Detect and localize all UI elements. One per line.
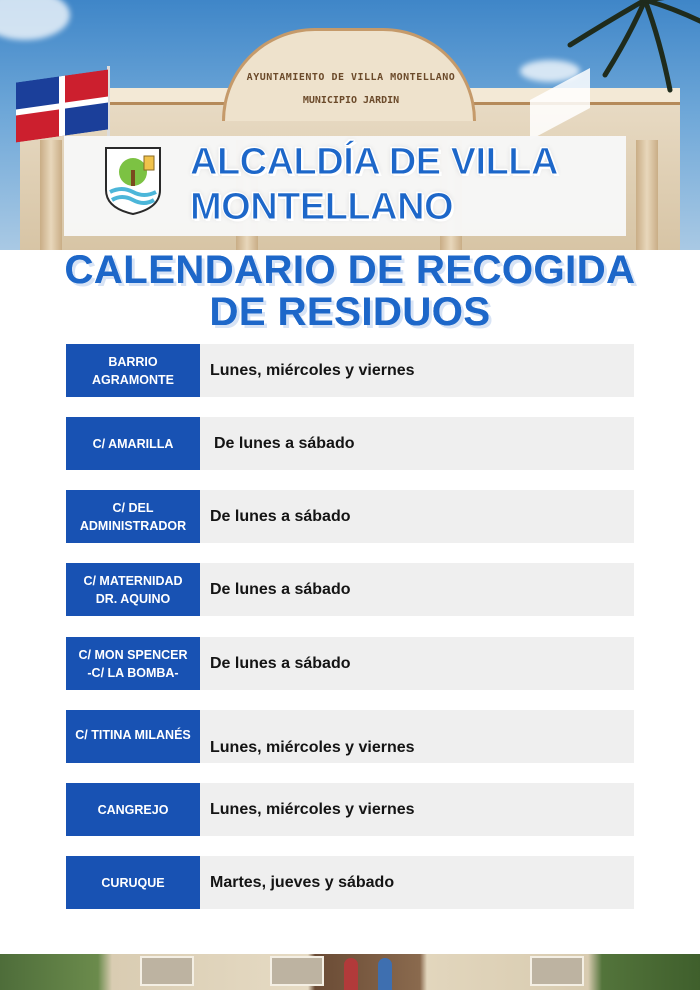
schedule-days: Lunes, miércoles y viernes (200, 783, 634, 836)
title-banner (64, 136, 626, 236)
schedule-days: Lunes, miércoles y viernes (200, 710, 634, 763)
schedule-days: De lunes a sábado (200, 417, 634, 470)
schedule-area: C/ TITINA MILANÉS (66, 710, 200, 763)
schedule-row (66, 710, 634, 763)
schedule-row (66, 783, 634, 836)
schedule-row (66, 637, 634, 690)
schedule-area: C/ MATERNIDAD DR. AQUINO (66, 563, 200, 616)
schedule-row (66, 490, 634, 543)
schedule-days: De lunes a sábado (200, 563, 634, 616)
schedule-area: C/ AMARILLA (66, 417, 200, 470)
schedule-row (66, 563, 634, 616)
schedule-days: De lunes a sábado (200, 490, 634, 543)
schedule-days: Martes, jueves y sábado (200, 856, 634, 909)
title-line1: ALCALDÍA DE VILLA (190, 141, 558, 183)
page-title-line1: CALENDARIO DE RECOGIDA (64, 248, 636, 292)
schedule-area: C/ MON SPENCER -C/ LA BOMBA- (66, 637, 200, 690)
schedule-area: BARRIO AGRAMONTE (66, 344, 200, 397)
page-title-line2: DE RESIDUOS (209, 290, 491, 334)
building-sign-line2: MUNICIPIO JARDIN (302, 95, 400, 106)
schedule-days: Lunes, miércoles y viernes (200, 344, 634, 397)
schedule-area: CANGREJO (66, 783, 200, 836)
schedule-row (66, 856, 634, 909)
schedule-area: C/ DEL ADMINISTRADOR (66, 490, 200, 543)
palm-tree-icon (550, 0, 700, 100)
title-line2: MONTELLANO (190, 186, 454, 228)
page-title (0, 249, 700, 333)
header-photo (0, 0, 700, 250)
schedule-days: De lunes a sábado (200, 637, 634, 690)
schedule-row (66, 417, 634, 470)
building-sign-line1: AYUNTAMIENTO DE VILLA MONTELLANO (246, 72, 456, 83)
municipal-shield-logo (104, 146, 162, 216)
schedule-row (66, 344, 634, 397)
schedule-area: CURUQUE (66, 856, 200, 909)
footer-photo (0, 954, 700, 990)
